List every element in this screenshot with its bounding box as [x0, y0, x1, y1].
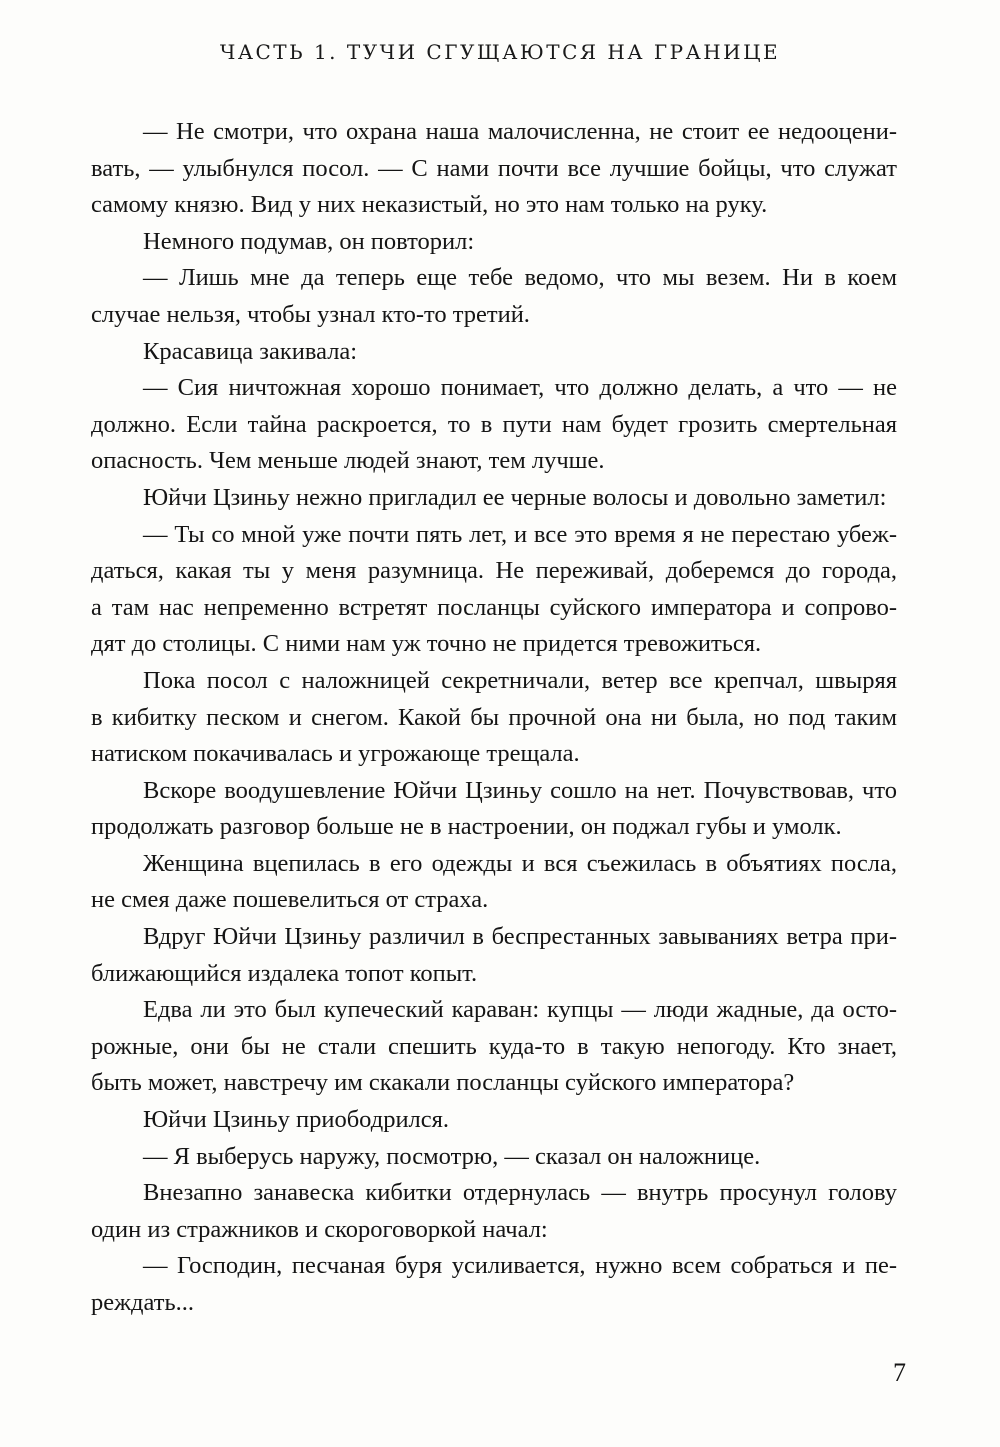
paragraph	[91, 773, 897, 846]
text-line: Внезапно занавеска кибитки отдернулась — внутрь просунул голову	[143, 1179, 897, 1207]
text-line: реждать...	[91, 1289, 195, 1316]
text-line: самому князю. Вид у них неказистый, но это нам только на руку.	[91, 191, 768, 219]
text-line: в кибитку песком и снегом. Какой бы прочной она ни была, но под таким	[91, 703, 897, 731]
paragraph	[91, 1102, 897, 1139]
paragraph	[91, 370, 897, 480]
running-header: ЧАСТЬ 1. ТУЧИ СГУЩАЮТСЯ НА ГРАНИЦЕ	[219, 40, 781, 64]
text-line: — Господин, песчаная буря усиливается, нужно всем собраться и пе-	[143, 1252, 897, 1280]
text-line: опасность. Чем меньше людей знают, тем лучше.	[91, 447, 605, 475]
text-line: рожные, они бы не стали спешить куда-то в такую непогоду. Кто знает,	[91, 1032, 897, 1060]
text-line: — Ты со мной уже почти пять лет, и все это время я не перестаю убеж-	[143, 520, 897, 548]
page-number: 7	[893, 1358, 906, 1387]
text-line: не смея даже пошевелиться от страха.	[91, 886, 489, 914]
paragraph	[91, 663, 897, 773]
text-line: — Сия ничтожная хорошо понимает, что должно делать, а что — не	[143, 374, 897, 402]
text-line: Юйчи Цзиньу нежно пригладил ее черные волосы и довольно заметил:	[143, 483, 887, 511]
paragraph	[91, 334, 897, 371]
paragraph	[91, 919, 897, 992]
paragraph	[91, 480, 897, 517]
paragraph	[91, 224, 897, 261]
text-line: продолжать разговор больше не в настроении, он поджал губы и умолк.	[91, 813, 842, 841]
text-line: Немного подумав, он повторил:	[143, 227, 475, 255]
paragraph	[91, 517, 897, 663]
text-line: Красавица закивала:	[143, 337, 358, 365]
text-line: ближающийся издалека топот копыт.	[91, 959, 478, 987]
text-line: натиском покачивалась и угрожающе трещала.	[91, 740, 580, 768]
body-text	[91, 114, 897, 1322]
text-line: даться, какая ты у меня разумница. Не переживай, доберемся до города,	[91, 557, 897, 585]
text-line: — Я выберусь наружу, посмотрю, — сказал он наложнице.	[143, 1142, 761, 1170]
text-line: быть может, навстречу им скакали посланцы суйского императора?	[91, 1069, 795, 1097]
text-line: — Не смотри, что охрана наша малочисленна, не стоит ее недооцени-	[143, 118, 897, 145]
text-line: — Лишь мне да теперь еще тебе ведомо, что мы везем. Ни в коем	[143, 264, 897, 292]
text-line: Едва ли это был купеческий караван: купцы — люди жадные, да осто-	[143, 996, 897, 1024]
paragraph	[91, 1139, 897, 1176]
paragraph	[91, 260, 897, 333]
text-line: дят до столицы. С ними нам уж точно не придется тревожиться.	[91, 630, 762, 658]
text-line: а там нас непременно встретят посланцы суйского императора и сопрово-	[91, 593, 897, 621]
text-line: Юйчи Цзиньу приободрился.	[143, 1106, 450, 1134]
paragraph	[91, 992, 897, 1102]
paragraph	[91, 1175, 897, 1248]
text-line: один из стражников и скороговоркой начал:	[91, 1215, 548, 1243]
text-line: случае нельзя, чтобы узнал кто-то третий.	[91, 300, 530, 328]
text-line: Вскоре воодушевление Юйчи Цзиньу сошло на нет. Почувствовав, что	[143, 776, 897, 804]
paragraph	[91, 1248, 897, 1321]
text-line: вать, — улыбнулся посол. — С нами почти все лучшие бойцы, что служат	[91, 154, 897, 182]
text-line: Вдруг Юйчи Цзиньу различил в беспрестанных завываниях ветра при-	[143, 923, 897, 951]
paragraph	[91, 846, 897, 919]
paragraph	[91, 114, 897, 224]
text-line: Пока посол с наложницей секретничали, ветер все крепчал, швыряя	[143, 666, 897, 694]
text-line: должно. Если тайна раскроется, то в пути нам будет грозить смертельная	[91, 410, 897, 438]
text-line: Женщина вцепилась в его одежды и вся съежилась в объятиях посла,	[143, 849, 897, 877]
